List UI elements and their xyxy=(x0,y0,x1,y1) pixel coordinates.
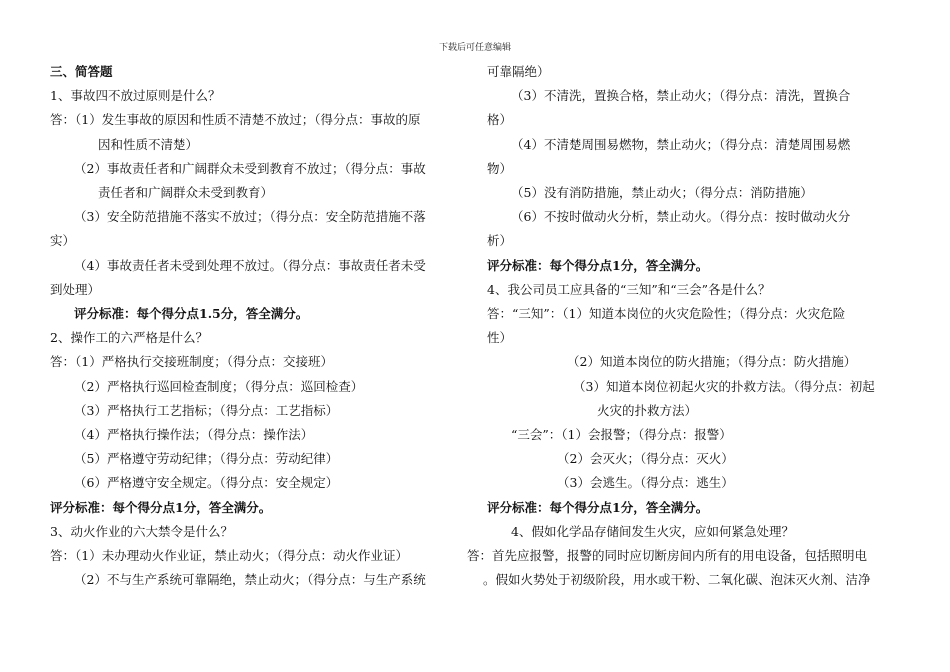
answer-line: （3）不清洗，置换合格，禁止动火；（得分点：清洗，置换合 xyxy=(511,88,851,104)
answer-line: （3）会逃生。（得分点：逃生） xyxy=(557,475,734,491)
scoring-standard: 评分标准：每个得分点1分，答全满分。 xyxy=(487,499,709,515)
answer-line: “三会”：（1）会报警；（得分点：报警） xyxy=(511,427,732,443)
answer-line: （2）严格执行巡回检查制度；（得分点：巡回检查） xyxy=(74,378,364,394)
answer-line: （2）事故责任者和广阔群众未受到教育不放过；（得分点：事故 xyxy=(74,160,426,176)
answer-line: 实） xyxy=(50,233,76,249)
page-header: 下载后可任意编辑 xyxy=(438,43,511,53)
answer-line: 答：（1）严格执行交接班制度；（得分点：交接班） xyxy=(50,354,333,370)
answer-line: 答：“三知”：（1）知道本岗位的火灾危险性；（得分点：火灾危险 xyxy=(487,306,846,322)
answer-line: （4）不清楚周围易燃物，禁止动火；（得分点：清楚周围易燃 xyxy=(511,136,851,152)
answer-line: （2）知道本岗位的防火措施；（得分点：防火措施） xyxy=(567,354,857,370)
scoring-standard: 评分标准：每个得分点1分，答全满分。 xyxy=(487,257,709,273)
answer-line: （3）安全防范措施不落实不放过；（得分点：安全防范措施不落 xyxy=(74,209,426,225)
answer-line: （4）事故责任者未受到处理不放过。（得分点：事故责任者未受 xyxy=(74,257,426,273)
scoring-standard: 评分标准：每个得分点1分，答全满分。 xyxy=(50,499,272,515)
answer-line: （5）严格遵守劳动纪律；（得分点：劳动纪律） xyxy=(74,451,339,467)
answer-line: （3）知道本岗位初起火灾的扑救方法。（得分点：初起 xyxy=(573,378,875,394)
question-3: 3、动火作业的六大禁令是什么？ xyxy=(50,523,233,539)
answer-line: 因和性质不清楚） xyxy=(98,136,199,152)
answer-line: （2）不与生产系统可靠隔绝，禁止动火；（得分点：与生产系统 xyxy=(74,572,426,588)
left-column xyxy=(50,60,468,592)
question-5: 4、假如化学品存储间发生火灾，应如何紧急处理？ xyxy=(511,523,794,539)
answer-line: 格） xyxy=(487,112,513,128)
question-2: 2、操作工的六严格是什么？ xyxy=(50,330,208,346)
question-1: 1、事故四不放过原则是什么？ xyxy=(50,88,221,104)
answer-line: 可靠隔绝） xyxy=(487,64,550,79)
answer-line: （5）没有消防措施，禁止动火；（得分点：消防措施） xyxy=(511,185,813,201)
answer-line: （3）严格执行工艺指标；（得分点：工艺指标） xyxy=(74,402,339,418)
answer-line: 责任者和广阔群众未受到教育） xyxy=(98,185,274,201)
answer-line: 答：（1）发生事故的原因和性质不清楚不放过；（得分点：事故的原 xyxy=(50,112,421,128)
answer-line: 到处理） xyxy=(50,281,101,297)
section-title: 三、简答题 xyxy=(50,64,113,79)
answer-line: 物） xyxy=(487,160,513,176)
answer-line: （6）不按时做动火分析，禁止动火。（得分点：按时做动火分 xyxy=(511,209,851,225)
answer-line: 。假如火势处于初级阶段，用水或干粉、二氧化碳、泡沫灭火剂、洁净 xyxy=(483,572,871,588)
answer-line: 性） xyxy=(487,330,513,346)
answer-line: 火灾的扑救方法） xyxy=(597,402,698,418)
scoring-standard: 评分标准：每个得分点1.5分，答全满分。 xyxy=(74,306,309,322)
answer-line: （4）严格执行操作法；（得分点：操作法） xyxy=(74,427,314,443)
question-4: 4、我公司员工应具备的“三知”和“三会”各是什么？ xyxy=(487,281,771,297)
answer-line: 答：首先应报警，报警的同时应切断房间内所有的用电设备，包括照明电 xyxy=(467,548,868,564)
answer-line: 答：（1）未办理动火作业证，禁止动火；（得分点：动火作业证） xyxy=(50,548,408,564)
right-column xyxy=(467,60,905,592)
answer-line: （6）严格遵守安全规定。（得分点：安全规定） xyxy=(74,475,339,491)
answer-line: 析） xyxy=(487,233,513,249)
answer-line: （2）会灭火；（得分点：灭火） xyxy=(557,451,734,467)
